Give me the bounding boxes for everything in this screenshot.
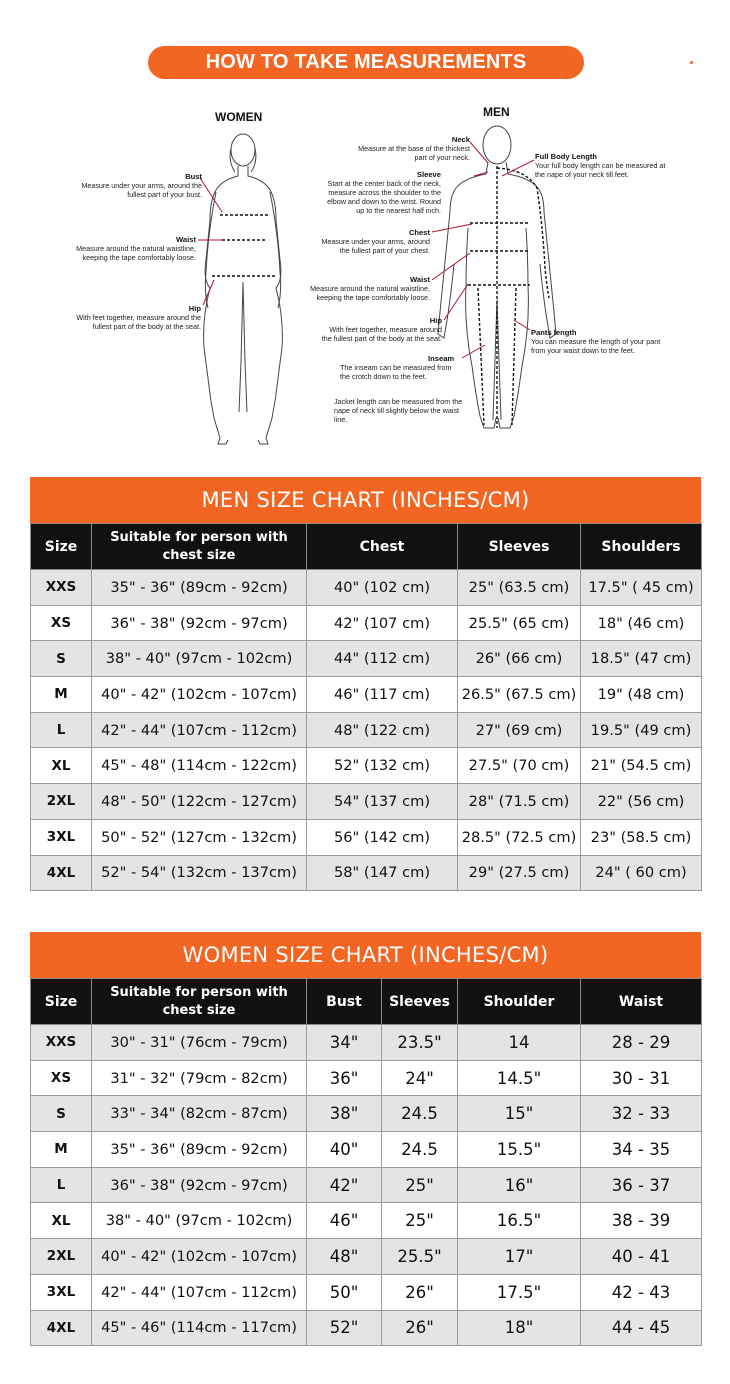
size-cell: XS <box>31 1060 92 1096</box>
men-neck-line-1: Measure at the base of the thickest <box>358 144 470 153</box>
table-row <box>31 748 702 784</box>
suitable-chest-cell: 48" - 50" (122cm - 127cm) <box>92 784 307 820</box>
men-chart-title: MEN SIZE CHART (INCHES/CM) <box>30 477 701 523</box>
table-row <box>31 1274 702 1310</box>
women-hip-line-1: With feet together, measure around the <box>76 313 201 322</box>
sleeves-cell: 25" <box>382 1167 458 1203</box>
sleeves-cell: 24.5 <box>382 1096 458 1132</box>
bust-cell: 34" <box>307 1025 382 1061</box>
women-chart-title: WOMEN SIZE CHART (INCHES/CM) <box>30 932 701 978</box>
men-hip-line-2: the fullest part of the body at the seat. <box>321 334 442 343</box>
table-row <box>31 1203 702 1239</box>
women-col-shoulder: Shoulder <box>458 979 581 1025</box>
size-cell: 4XL <box>31 855 92 891</box>
shoulders-cell: 24" ( 60 cm) <box>581 855 702 891</box>
men-waist-note <box>292 275 430 302</box>
men-hip-line-1: With feet together, measure around <box>329 325 442 334</box>
table-row <box>31 855 702 891</box>
men-pants-label: Pants length <box>531 328 577 337</box>
table-row <box>31 570 702 606</box>
men-chest-note <box>300 228 430 255</box>
size-cell: M <box>31 677 92 713</box>
chest-cell: 46" (117 cm) <box>307 677 458 713</box>
women-table-header-row <box>31 979 702 1025</box>
chest-cell: 54" (137 cm) <box>307 784 458 820</box>
suitable-chest-cell: 35" - 36" (89cm - 92cm) <box>92 1132 307 1168</box>
table-row <box>31 1025 702 1061</box>
bust-cell: 52" <box>307 1310 382 1346</box>
suitable-chest-cell: 40" - 42" (102cm - 107cm) <box>92 677 307 713</box>
suitable-chest-cell: 30" - 31" (76cm - 79cm) <box>92 1025 307 1061</box>
sleeves-cell: 27.5" (70 cm) <box>458 748 581 784</box>
men-col-sleeves: Sleeves <box>458 524 581 570</box>
men-sleeve-line-1: Start at the center back of the neck, <box>327 179 441 188</box>
men-figure-title: MEN <box>483 105 510 119</box>
sleeves-cell: 25" <box>382 1203 458 1239</box>
shoulders-cell: 21" (54.5 cm) <box>581 748 702 784</box>
women-bust-note <box>62 172 202 199</box>
sleeves-cell: 26.5" (67.5 cm) <box>458 677 581 713</box>
women-hip-label: Hip <box>188 304 201 313</box>
shoulders-cell: 17.5" ( 45 cm) <box>581 570 702 606</box>
waist-cell: 28 - 29 <box>581 1025 702 1061</box>
men-jacket-line-1: Jacket length can be measured from the <box>334 397 463 406</box>
shoulders-cell: 18" (46 cm) <box>581 605 702 641</box>
waist-cell: 34 - 35 <box>581 1132 702 1168</box>
shoulders-cell: 22" (56 cm) <box>581 784 702 820</box>
chest-cell: 58" (147 cm) <box>307 855 458 891</box>
men-size-chart <box>30 477 701 891</box>
waist-cell: 32 - 33 <box>581 1096 702 1132</box>
men-table-header-row <box>31 524 702 570</box>
men-hip-note <box>296 316 442 343</box>
bust-cell: 46" <box>307 1203 382 1239</box>
table-row <box>31 1132 702 1168</box>
table-row <box>31 1239 702 1275</box>
size-cell: 3XL <box>31 819 92 855</box>
sleeves-cell: 24.5 <box>382 1132 458 1168</box>
suitable-chest-cell: 40" - 42" (102cm - 107cm) <box>92 1239 307 1275</box>
women-bust-line-1: Measure under your arms, around the <box>81 181 202 190</box>
size-cell: 2XL <box>31 784 92 820</box>
sleeves-cell: 25" (63.5 cm) <box>458 570 581 606</box>
shoulder-cell: 15" <box>458 1096 581 1132</box>
chest-cell: 48" (122 cm) <box>307 712 458 748</box>
men-neck-line-2: part of your neck. <box>414 153 470 162</box>
men-sleeve-line-3: elbow and down to the wrist. Round <box>327 197 441 206</box>
suitable-chest-cell: 38" - 40" (97cm - 102cm) <box>92 641 307 677</box>
sleeves-cell: 25.5" <box>382 1239 458 1275</box>
table-row <box>31 677 702 713</box>
women-col-waist: Waist <box>581 979 702 1025</box>
shoulder-cell: 17.5" <box>458 1274 581 1310</box>
men-full-body-label: Full Body Length <box>535 152 598 161</box>
size-cell: XS <box>31 605 92 641</box>
shoulder-cell: 17" <box>458 1239 581 1275</box>
men-sleeve-note <box>305 170 441 215</box>
bust-cell: 42" <box>307 1167 382 1203</box>
suitable-chest-cell: 38" - 40" (97cm - 102cm) <box>92 1203 307 1239</box>
women-bust-line-2: fullest part of your bust. <box>127 190 202 199</box>
size-cell: 2XL <box>31 1239 92 1275</box>
women-size-chart <box>30 932 701 1346</box>
men-sleeve-line-4: up to the nearest half inch. <box>356 206 441 215</box>
shoulders-cell: 18.5" (47 cm) <box>581 641 702 677</box>
suitable-chest-cell: 50" - 52" (127cm - 132cm) <box>92 819 307 855</box>
men-chest-line-1: Measure under your arms, around <box>321 237 430 246</box>
women-hip-line-2: fullest part of the body at the seat. <box>92 322 201 331</box>
table-row <box>31 605 702 641</box>
shoulder-cell: 14.5" <box>458 1060 581 1096</box>
size-cell: S <box>31 1096 92 1132</box>
table-row <box>31 819 702 855</box>
suitable-chest-cell: 36" - 38" (92cm - 97cm) <box>92 605 307 641</box>
women-size-table <box>30 978 702 1346</box>
women-col-sleeves: Sleeves <box>382 979 458 1025</box>
men-sleeve-label: Sleeve <box>416 170 441 179</box>
size-cell: XXS <box>31 1025 92 1061</box>
size-cell: M <box>31 1132 92 1168</box>
men-inseam-line-2: the crotch down to the feet. <box>340 372 427 381</box>
sleeves-cell: 25.5" (65 cm) <box>458 605 581 641</box>
shoulder-cell: 16" <box>458 1167 581 1203</box>
sleeves-cell: 27" (69 cm) <box>458 712 581 748</box>
chest-cell: 44" (112 cm) <box>307 641 458 677</box>
waist-cell: 36 - 37 <box>581 1167 702 1203</box>
suitable-chest-cell: 42" - 44" (107cm - 112cm) <box>92 712 307 748</box>
men-inseam-label: Inseam <box>428 354 455 363</box>
men-inseam-line-1: The inseam can be measured from <box>340 363 452 372</box>
women-col-suitable: Suitable for person with chest size <box>92 979 307 1025</box>
men-col-chest: Chest <box>307 524 458 570</box>
men-col-shoulders: Shoulders <box>581 524 702 570</box>
size-cell: XXS <box>31 570 92 606</box>
sleeves-cell: 28" (71.5 cm) <box>458 784 581 820</box>
men-pants-line-2: from your waist down to the feet. <box>531 346 635 355</box>
men-col-suitable: Suitable for person with chest size <box>92 524 307 570</box>
sleeves-cell: 26" <box>382 1310 458 1346</box>
suitable-chest-cell: 52" - 54" (132cm - 137cm) <box>92 855 307 891</box>
size-cell: L <box>31 1167 92 1203</box>
suitable-chest-cell: 33" - 34" (82cm - 87cm) <box>92 1096 307 1132</box>
women-waist-note <box>56 235 196 262</box>
shoulders-cell: 19.5" (49 cm) <box>581 712 702 748</box>
men-jacket-note <box>334 397 479 424</box>
women-waist-label: Waist <box>176 235 196 244</box>
suitable-chest-cell: 45" - 46" (114cm - 117cm) <box>92 1310 307 1346</box>
sleeves-cell: 24" <box>382 1060 458 1096</box>
table-row <box>31 784 702 820</box>
bust-cell: 48" <box>307 1239 382 1275</box>
men-full-body-note <box>535 152 685 179</box>
sleeves-cell: 28.5" (72.5 cm) <box>458 819 581 855</box>
waist-cell: 42 - 43 <box>581 1274 702 1310</box>
men-waist-line-1: Measure around the natural waistline, <box>310 284 430 293</box>
suitable-chest-cell: 36" - 38" (92cm - 97cm) <box>92 1167 307 1203</box>
table-row <box>31 641 702 677</box>
women-waist-line-2: keeping the tape comfortably loose. <box>82 253 196 262</box>
women-col-bust: Bust <box>307 979 382 1025</box>
men-inseam-note <box>340 354 475 381</box>
page-title: HOW TO TAKE MEASUREMENTS <box>148 46 584 79</box>
suitable-chest-cell: 35" - 36" (89cm - 92cm) <box>92 570 307 606</box>
women-waist-line-1: Measure around the natural waistline, <box>76 244 196 253</box>
sleeves-cell: 26" (66 cm) <box>458 641 581 677</box>
sleeves-cell: 26" <box>382 1274 458 1310</box>
table-row <box>31 1096 702 1132</box>
suitable-chest-cell: 42" - 44" (107cm - 112cm) <box>92 1274 307 1310</box>
bust-cell: 38" <box>307 1096 382 1132</box>
suitable-chest-cell: 45" - 48" (114cm - 122cm) <box>92 748 307 784</box>
shoulder-cell: 18" <box>458 1310 581 1346</box>
men-chest-label: Chest <box>408 228 430 237</box>
chest-cell: 52" (132 cm) <box>307 748 458 784</box>
shoulders-cell: 19" (48 cm) <box>581 677 702 713</box>
waist-cell: 30 - 31 <box>581 1060 702 1096</box>
size-cell: L <box>31 712 92 748</box>
size-cell: 3XL <box>31 1274 92 1310</box>
waist-cell: 38 - 39 <box>581 1203 702 1239</box>
men-full-body-line-1: Your full body length can be measured at <box>535 161 666 170</box>
waist-cell: 44 - 45 <box>581 1310 702 1346</box>
shoulder-cell: 16.5" <box>458 1203 581 1239</box>
men-pants-note <box>531 328 681 355</box>
bust-cell: 40" <box>307 1132 382 1168</box>
shoulder-cell: 15.5" <box>458 1132 581 1168</box>
table-row <box>31 1310 702 1346</box>
women-col-size: Size <box>31 979 92 1025</box>
men-pants-line-1: You can measure the length of your pant <box>531 337 661 346</box>
men-col-size: Size <box>31 524 92 570</box>
sleeves-cell: 29" (27.5 cm) <box>458 855 581 891</box>
men-size-table <box>30 523 702 891</box>
bust-cell: 36" <box>307 1060 382 1096</box>
size-cell: S <box>31 641 92 677</box>
shoulders-cell: 23" (58.5 cm) <box>581 819 702 855</box>
chest-cell: 40" (102 cm) <box>307 570 458 606</box>
men-jacket-line-2: nape of neck till slightly below the waist <box>334 406 460 415</box>
men-hip-label: Hip <box>429 316 442 325</box>
men-neck-note <box>330 135 470 162</box>
size-cell: XL <box>31 1203 92 1239</box>
women-hip-note <box>56 304 201 331</box>
shoulder-cell: 14 <box>458 1025 581 1061</box>
men-waist-line-2: keeping the tape comfortably loose. <box>316 293 430 302</box>
men-jacket-line-3: line. <box>334 415 348 424</box>
men-neck-label: Neck <box>451 135 470 144</box>
men-chest-line-2: the fullest part of your chest. <box>339 246 430 255</box>
men-waist-label: Waist <box>410 275 430 284</box>
suitable-chest-cell: 31" - 32" (79cm - 82cm) <box>92 1060 307 1096</box>
size-cell: XL <box>31 748 92 784</box>
sleeves-cell: 23.5" <box>382 1025 458 1061</box>
women-bust-label: Bust <box>185 172 202 181</box>
table-row <box>31 712 702 748</box>
table-row <box>31 1167 702 1203</box>
waist-cell: 40 - 41 <box>581 1239 702 1275</box>
chest-cell: 42" (107 cm) <box>307 605 458 641</box>
women-figure-title: WOMEN <box>215 110 263 124</box>
chest-cell: 56" (142 cm) <box>307 819 458 855</box>
size-cell: 4XL <box>31 1310 92 1346</box>
table-row <box>31 1060 702 1096</box>
men-sleeve-line-2: measure across the shoulder to the <box>328 188 441 197</box>
bust-cell: 50" <box>307 1274 382 1310</box>
men-full-body-line-2: the nape of your neck till feet. <box>535 170 629 179</box>
